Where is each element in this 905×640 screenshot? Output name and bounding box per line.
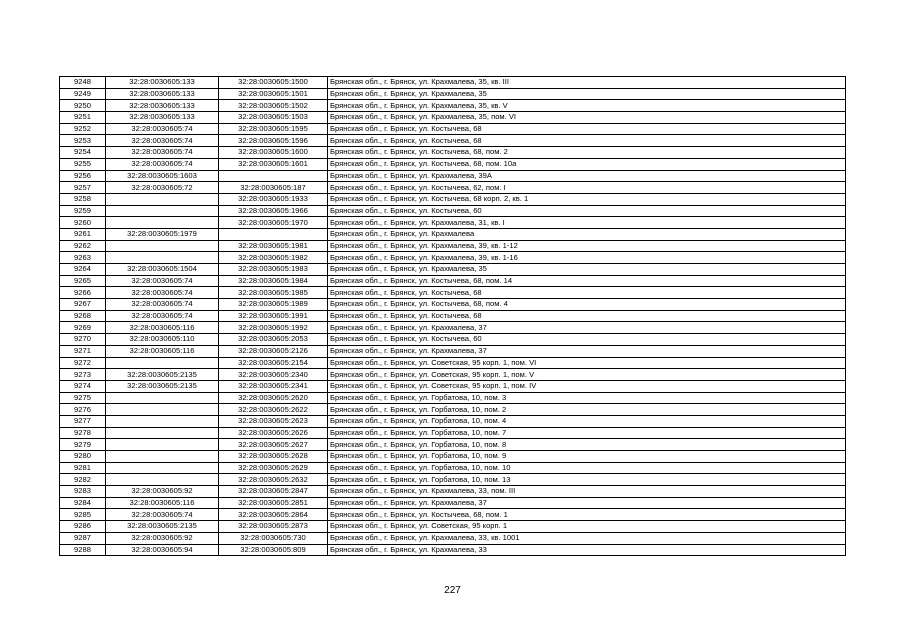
row-number-cell: 9252 [60, 123, 106, 135]
parent-cadastral-cell: 32:28:0030605:133 [106, 77, 219, 89]
table-row [60, 88, 846, 100]
row-number-cell: 9285 [60, 509, 106, 521]
parent-cadastral-cell: 32:28:0030605:1603 [106, 170, 219, 182]
cadastral-number-cell: 32:28:0030605:1503 [219, 112, 328, 124]
cadastral-number-cell: 32:28:0030605:2053 [219, 334, 328, 346]
table-row [60, 334, 846, 346]
parent-cadastral-cell: 32:28:0030605:74 [106, 147, 219, 159]
table-row [60, 147, 846, 159]
cadastral-number-cell: 32:28:0030605:2627 [219, 439, 328, 451]
row-number-cell: 9288 [60, 544, 106, 556]
address-cell: Брянская обл., г. Брянск, ул. Советская, 95 корп. 1, пом. IV [328, 380, 846, 392]
cadastral-number-cell: 32:28:0030605:2126 [219, 345, 328, 357]
row-number-cell: 9279 [60, 439, 106, 451]
parent-cadastral-cell: 32:28:0030605:116 [106, 322, 219, 334]
cadastral-number-cell: 32:28:0030605:1501 [219, 88, 328, 100]
parent-cadastral-cell: 32:28:0030605:116 [106, 345, 219, 357]
table-row [60, 275, 846, 287]
table-row [60, 474, 846, 486]
address-cell: Брянская обл., г. Брянск, ул. Костычева, 68 [328, 135, 846, 147]
address-cell: Брянская обл., г. Брянск, ул. Горбатова, 10, пом. 3 [328, 392, 846, 404]
address-cell: Брянская обл., г. Брянск, ул. Крахмалева, 35, кв. V [328, 100, 846, 112]
address-cell: Брянская обл., г. Брянск, ул. Горбатова, 10, пом. 9 [328, 451, 846, 463]
address-cell: Брянская обл., г. Брянск, ул. Советская, 95 корп. 1 [328, 521, 846, 533]
cadastral-number-cell: 32:28:0030605:2626 [219, 427, 328, 439]
cadastral-number-cell: 32:28:0030605:1970 [219, 217, 328, 229]
table-row [60, 264, 846, 276]
cadastral-number-cell: 32:28:0030605:2864 [219, 509, 328, 521]
address-cell: Брянская обл., г. Брянск, ул. Костычева, 68 [328, 310, 846, 322]
parent-cadastral-cell: 32:28:0030605:2135 [106, 521, 219, 533]
address-cell: Брянская обл., г. Брянск, ул. Костычева, 68, пом. 2 [328, 147, 846, 159]
row-number-cell: 9263 [60, 252, 106, 264]
table-row [60, 170, 846, 182]
row-number-cell: 9283 [60, 486, 106, 498]
parent-cadastral-cell: 32:28:0030605:74 [106, 123, 219, 135]
cadastral-number-cell: 32:28:0030605:1601 [219, 158, 328, 170]
parent-cadastral-cell: 32:28:0030605:2135 [106, 369, 219, 381]
cadastral-number-cell: 32:28:0030605:2154 [219, 357, 328, 369]
cadastral-number-cell: 32:28:0030605:2851 [219, 497, 328, 509]
row-number-cell: 9275 [60, 392, 106, 404]
cadastral-number-cell: 32:28:0030605:1984 [219, 275, 328, 287]
parent-cadastral-cell [106, 427, 219, 439]
table-row [60, 521, 846, 533]
row-number-cell: 9272 [60, 357, 106, 369]
row-number-cell: 9286 [60, 521, 106, 533]
address-cell: Брянская обл., г. Брянск, ул. Костычева, 60 [328, 205, 846, 217]
parent-cadastral-cell [106, 193, 219, 205]
address-cell: Брянская обл., г. Брянск, ул. Костычева, 68, пом. 1 [328, 509, 846, 521]
row-number-cell: 9261 [60, 228, 106, 240]
table-row [60, 123, 846, 135]
address-cell: Брянская обл., г. Брянск, ул. Костычева, 62, пом. I [328, 182, 846, 194]
row-number-cell: 9269 [60, 322, 106, 334]
row-number-cell: 9253 [60, 135, 106, 147]
cadastral-number-cell: 32:28:0030605:2847 [219, 486, 328, 498]
parent-cadastral-cell [106, 451, 219, 463]
parent-cadastral-cell [106, 205, 219, 217]
cadastral-number-cell: 32:28:0030605:2628 [219, 451, 328, 463]
row-number-cell: 9276 [60, 404, 106, 416]
row-number-cell: 9268 [60, 310, 106, 322]
cadastral-number-cell: 32:28:0030605:1933 [219, 193, 328, 205]
parent-cadastral-cell: 32:28:0030605:1979 [106, 228, 219, 240]
cadastral-number-cell: 32:28:0030605:730 [219, 532, 328, 544]
parent-cadastral-cell [106, 404, 219, 416]
parent-cadastral-cell [106, 357, 219, 369]
cadastral-number-cell: 32:28:0030605:2620 [219, 392, 328, 404]
table-row [60, 427, 846, 439]
row-number-cell: 9248 [60, 77, 106, 89]
table-row [60, 451, 846, 463]
cadastral-number-cell: 32:28:0030605:1989 [219, 299, 328, 311]
address-cell: Брянская обл., г. Брянск, ул. Крахмалева, 39, кв. 1-16 [328, 252, 846, 264]
cadastral-number-cell: 32:28:0030605:809 [219, 544, 328, 556]
row-number-cell: 9277 [60, 415, 106, 427]
cadastral-number-cell: 32:28:0030605:1985 [219, 287, 328, 299]
address-cell: Брянская обл., г. Брянск, ул. Крахмалева, 39А [328, 170, 846, 182]
row-number-cell: 9267 [60, 299, 106, 311]
address-cell: Брянская обл., г. Брянск, ул. Крахмалева, 33, кв. 1001 [328, 532, 846, 544]
cadastral-number-cell: 32:28:0030605:1983 [219, 264, 328, 276]
address-cell: Брянская обл., г. Брянск, ул. Горбатова, 10, пом. 8 [328, 439, 846, 451]
address-cell: Брянская обл., г. Брянск, ул. Советская, 95 корп. 1, пом. VI [328, 357, 846, 369]
row-number-cell: 9262 [60, 240, 106, 252]
table-row [60, 439, 846, 451]
table-row [60, 182, 846, 194]
parent-cadastral-cell [106, 392, 219, 404]
row-number-cell: 9274 [60, 380, 106, 392]
row-number-cell: 9254 [60, 147, 106, 159]
row-number-cell: 9287 [60, 532, 106, 544]
table-row [60, 310, 846, 322]
row-number-cell: 9265 [60, 275, 106, 287]
cadastral-number-cell: 32:28:0030605:1595 [219, 123, 328, 135]
parent-cadastral-cell [106, 474, 219, 486]
row-number-cell: 9259 [60, 205, 106, 217]
table-row [60, 158, 846, 170]
table-row [60, 228, 846, 240]
row-number-cell: 9250 [60, 100, 106, 112]
parent-cadastral-cell: 32:28:0030605:116 [106, 497, 219, 509]
row-number-cell: 9256 [60, 170, 106, 182]
table-row [60, 287, 846, 299]
cadastral-table [59, 76, 846, 556]
table-row [60, 252, 846, 264]
table-row [60, 532, 846, 544]
parent-cadastral-cell: 32:28:0030605:74 [106, 509, 219, 521]
parent-cadastral-cell: 32:28:0030605:74 [106, 158, 219, 170]
parent-cadastral-cell [106, 462, 219, 474]
parent-cadastral-cell: 32:28:0030605:74 [106, 310, 219, 322]
address-cell: Брянская обл., г. Брянск, ул. Крахмалева, 33, пом. III [328, 486, 846, 498]
table-row [60, 404, 846, 416]
address-cell: Брянская обл., г. Брянск, ул. Крахмалева, 35 [328, 264, 846, 276]
table-row [60, 497, 846, 509]
table-row [60, 112, 846, 124]
address-cell: Брянская обл., г. Брянск, ул. Костычева, 68, пом. 4 [328, 299, 846, 311]
table-row [60, 415, 846, 427]
table-row [60, 322, 846, 334]
parent-cadastral-cell: 32:28:0030605:1504 [106, 264, 219, 276]
table-row [60, 100, 846, 112]
cadastral-number-cell: 32:28:0030605:1991 [219, 310, 328, 322]
cadastral-number-cell: 32:28:0030605:1600 [219, 147, 328, 159]
parent-cadastral-cell: 32:28:0030605:92 [106, 532, 219, 544]
page-number: 227 [444, 585, 461, 596]
table-row [60, 193, 846, 205]
row-number-cell: 9255 [60, 158, 106, 170]
address-cell: Брянская обл., г. Брянск, ул. Костычева, 68 корп. 2, кв. 1 [328, 193, 846, 205]
table-row [60, 357, 846, 369]
cadastral-number-cell [219, 170, 328, 182]
parent-cadastral-cell: 32:28:0030605:110 [106, 334, 219, 346]
table-row [60, 544, 846, 556]
table-row [60, 77, 846, 89]
cadastral-number-cell: 32:28:0030605:2632 [219, 474, 328, 486]
row-number-cell: 9266 [60, 287, 106, 299]
row-number-cell: 9260 [60, 217, 106, 229]
parent-cadastral-cell: 32:28:0030605:2135 [106, 380, 219, 392]
parent-cadastral-cell [106, 240, 219, 252]
address-cell: Брянская обл., г. Брянск, ул. Костычева, 68, пом. 10а [328, 158, 846, 170]
row-number-cell: 9284 [60, 497, 106, 509]
address-cell: Брянская обл., г. Брянск, ул. Крахмалева, 33 [328, 544, 846, 556]
parent-cadastral-cell: 32:28:0030605:92 [106, 486, 219, 498]
row-number-cell: 9281 [60, 462, 106, 474]
parent-cadastral-cell: 32:28:0030605:74 [106, 135, 219, 147]
parent-cadastral-cell: 32:28:0030605:72 [106, 182, 219, 194]
table-row [60, 369, 846, 381]
address-cell: Брянская обл., г. Брянск, ул. Крахмалева, 37 [328, 497, 846, 509]
cadastral-number-cell: 32:28:0030605:1982 [219, 252, 328, 264]
cadastral-number-cell: 32:28:0030605:2341 [219, 380, 328, 392]
table-row [60, 486, 846, 498]
cadastral-number-cell: 32:28:0030605:1596 [219, 135, 328, 147]
table-row [60, 462, 846, 474]
row-number-cell: 9258 [60, 193, 106, 205]
table-row [60, 509, 846, 521]
parent-cadastral-cell: 32:28:0030605:74 [106, 275, 219, 287]
address-cell: Брянская обл., г. Брянск, ул. Крахмалева, 37 [328, 345, 846, 357]
parent-cadastral-cell: 32:28:0030605:133 [106, 88, 219, 100]
address-cell: Брянская обл., г. Брянск, ул. Горбатова, 10, пом. 13 [328, 474, 846, 486]
address-cell: Брянская обл., г. Брянск, ул. Горбатова, 10, пом. 7 [328, 427, 846, 439]
table-body [60, 77, 846, 556]
address-cell: Брянская обл., г. Брянск, ул. Горбатова, 10, пом. 4 [328, 415, 846, 427]
address-cell: Брянская обл., г. Брянск, ул. Крахмалева [328, 228, 846, 240]
table-row [60, 299, 846, 311]
table-row [60, 380, 846, 392]
parent-cadastral-cell: 32:28:0030605:133 [106, 112, 219, 124]
table-row [60, 135, 846, 147]
address-cell: Брянская обл., г. Брянск, ул. Горбатова, 10, пом. 2 [328, 404, 846, 416]
address-cell: Брянская обл., г. Брянск, ул. Костычева, 68 [328, 287, 846, 299]
cadastral-number-cell: 32:28:0030605:2623 [219, 415, 328, 427]
row-number-cell: 9257 [60, 182, 106, 194]
parent-cadastral-cell: 32:28:0030605:94 [106, 544, 219, 556]
cadastral-number-cell [219, 228, 328, 240]
parent-cadastral-cell: 32:28:0030605:133 [106, 100, 219, 112]
cadastral-number-cell: 32:28:0030605:2340 [219, 369, 328, 381]
parent-cadastral-cell [106, 439, 219, 451]
address-cell: Брянская обл., г. Брянск, ул. Крахмалева, 35, пом. VI [328, 112, 846, 124]
row-number-cell: 9249 [60, 88, 106, 100]
table-row [60, 345, 846, 357]
cadastral-number-cell: 32:28:0030605:1500 [219, 77, 328, 89]
row-number-cell: 9251 [60, 112, 106, 124]
address-cell: Брянская обл., г. Брянск, ул. Крахмалева, 35, кв. III [328, 77, 846, 89]
cadastral-number-cell: 32:28:0030605:1966 [219, 205, 328, 217]
address-cell: Брянская обл., г. Брянск, ул. Крахмалева, 31, кв. I [328, 217, 846, 229]
parent-cadastral-cell: 32:28:0030605:74 [106, 299, 219, 311]
address-cell: Брянская обл., г. Брянск, ул. Костычева, 68, пом. 14 [328, 275, 846, 287]
cadastral-number-cell: 32:28:0030605:2873 [219, 521, 328, 533]
cadastral-number-cell: 32:28:0030605:187 [219, 182, 328, 194]
address-cell: Брянская обл., г. Брянск, ул. Горбатова, 10, пом. 10 [328, 462, 846, 474]
row-number-cell: 9278 [60, 427, 106, 439]
table-row [60, 392, 846, 404]
cadastral-number-cell: 32:28:0030605:2622 [219, 404, 328, 416]
cadastral-number-cell: 32:28:0030605:1981 [219, 240, 328, 252]
row-number-cell: 9273 [60, 369, 106, 381]
parent-cadastral-cell [106, 415, 219, 427]
address-cell: Брянская обл., г. Брянск, ул. Крахмалева, 39, кв. 1-12 [328, 240, 846, 252]
address-cell: Брянская обл., г. Брянск, ул. Крахмалева, 35 [328, 88, 846, 100]
table-row [60, 217, 846, 229]
table-row [60, 240, 846, 252]
address-cell: Брянская обл., г. Брянск, ул. Костычева, 60 [328, 334, 846, 346]
cadastral-number-cell: 32:28:0030605:1992 [219, 322, 328, 334]
row-number-cell: 9264 [60, 264, 106, 276]
parent-cadastral-cell [106, 252, 219, 264]
address-cell: Брянская обл., г. Брянск, ул. Крахмалева, 37 [328, 322, 846, 334]
cadastral-number-cell: 32:28:0030605:1502 [219, 100, 328, 112]
parent-cadastral-cell [106, 217, 219, 229]
address-cell: Брянская обл., г. Брянск, ул. Костычева, 68 [328, 123, 846, 135]
row-number-cell: 9282 [60, 474, 106, 486]
parent-cadastral-cell: 32:28:0030605:74 [106, 287, 219, 299]
address-cell: Брянская обл., г. Брянск, ул. Советская, 95 корп. 1, пом. V [328, 369, 846, 381]
cadastral-number-cell: 32:28:0030605:2629 [219, 462, 328, 474]
row-number-cell: 9280 [60, 451, 106, 463]
row-number-cell: 9270 [60, 334, 106, 346]
table-row [60, 205, 846, 217]
row-number-cell: 9271 [60, 345, 106, 357]
